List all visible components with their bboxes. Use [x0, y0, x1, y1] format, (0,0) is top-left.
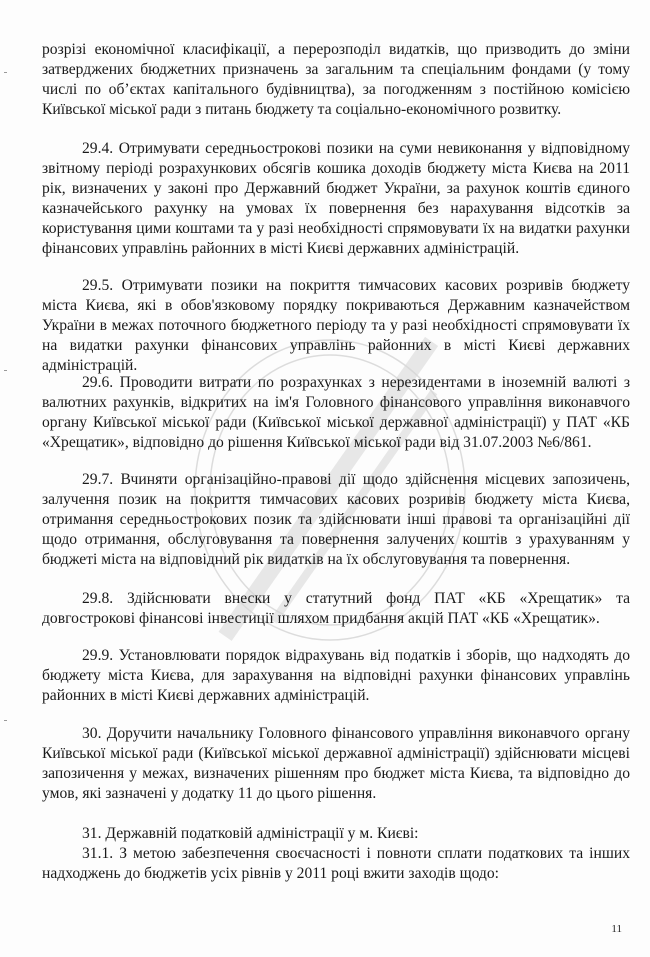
paragraph-29-5: 29.5. Отримувати позики на покриття тимчасових касових розривів бюджету міста Києва, які в обов'язковому порядку покриваються Державним казначейством України в межах поточного бюджетного періоду та у разі необхідності спрямовувати їх на видатки рахунки фінансових управлінь районних в місті Києві державних адміністрацій.: [42, 277, 630, 374]
margin-mark: [4, 370, 7, 371]
paragraph-29-4: 29.4. Отримувати середньострокові позики на суми невиконання у відповідному звітному періоді розрахункових обсягів кошика доходів бюджету міста Києва на 2011 рік, визначених у законі про Державний бюджет України, за рахунок коштів єдиного казначейського рахунку на умовах їх повернення без нарахування відсотків за користування цими коштами та у разі необхідності спрямовувати їх на видатки рахунки фінансових управлінь районних в місті Києві державних адміністрацій.: [42, 140, 630, 257]
paragraph-31-1: 31.1. З метою забезпечення своєчасності і повноти сплати податкових та інших надходжень до бюджетів усіх рівнів у 2011 році вжити заходів щодо:: [42, 845, 630, 882]
paragraph-29-9: 29.9. Установлювати порядок відрахувань від податків і зборів, що надходять до бюджету міста Києва, для зарахування на відповідні рахунки фінансових управлінь районних в місті Києві державних адміністрацій.: [42, 647, 630, 704]
page-number: 11: [611, 923, 622, 935]
paragraph-continuation: розрізі економічної класифікації, а перерозподіл видатків, що призводить до зміни затверджених бюджетних призначень за загальним та спеціальним фондами (у тому числі по об’єктах капітального будівництва), за погодженням з постійною комісією Київської міської ради з питань бюджету та соціально-економічного розвитку.: [42, 41, 630, 118]
paragraph-29-7: 29.7. Вчиняти організаційно-правові дії щодо здійснення місцевих запозичень, залучення позик на покриття тимчасових касових розривів бюджету міста Києва, отримання середньострокових позик та здійснювати інші правові та організаційні дії щодо отримання, обслуговування та повернення залучених коштів з урахуванням у бюджеті міста на відповідний рік видатків на їх обслуговування та повернення.: [42, 471, 630, 568]
paragraph-29-8: 29.8. Здійснювати внески у статутний фонд ПАТ «КБ «Хрещатик» та довгострокові фінансові інвестиції шляхом придбання акцій ПАТ «КБ «Хрещатик».: [42, 590, 630, 627]
margin-mark: [4, 720, 7, 721]
paragraph-31: 31. Державній податковій адміністрації у м. Києві:: [82, 825, 419, 842]
paragraph-29-6: 29.6. Проводити витрати по розрахунках з нерезидентами в іноземній валюті з валютних рахунків, відкритих на ім'я Головного фінансового управління виконавчого органу Київської міської ради (Київської міської державної адміністрації) у ПАТ «КБ «Хрещатик», відповідно до рішення Київської міської ради від 31.07.2003 №6/861.: [42, 374, 630, 451]
margin-mark: [4, 72, 7, 73]
paragraph-30: 30. Доручити начальнику Головного фінансового управління виконавчого органу Київської міської ради (Київської міської державної адміністрації) здійснювати місцеві запозичення у межах, визначених рішенням про бюджет міста Києва, та відповідно до умов, які зазначені у додатку 11 до цього рішення.: [42, 725, 630, 802]
